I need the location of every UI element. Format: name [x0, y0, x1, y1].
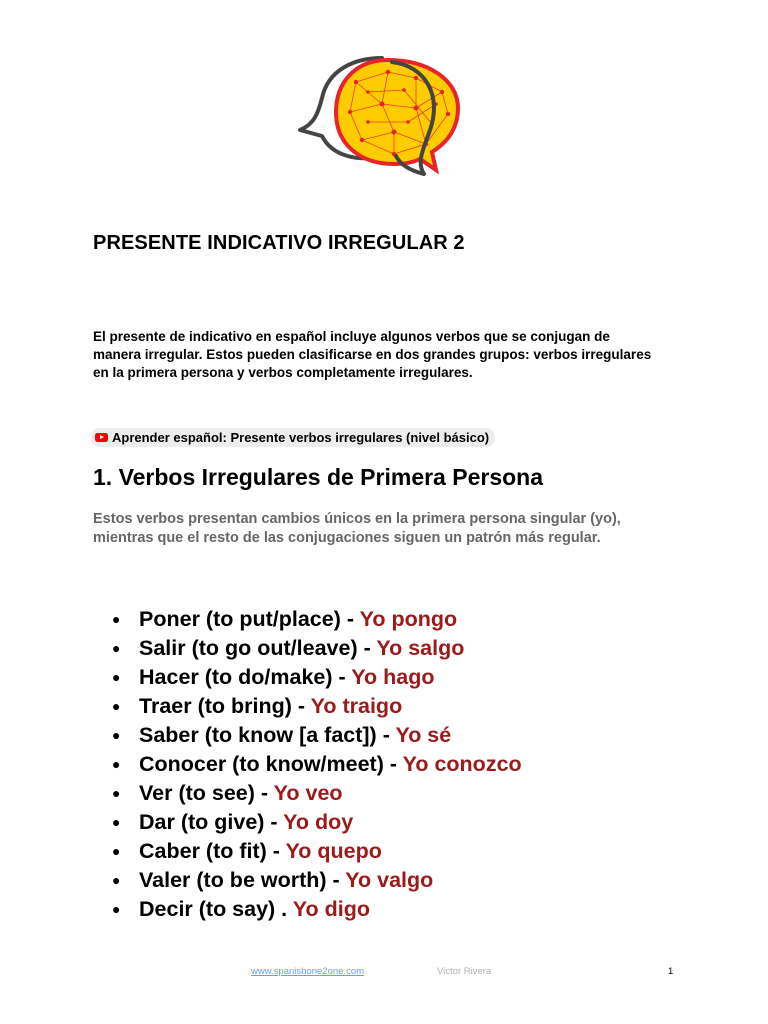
list-item [112, 634, 522, 663]
bullet-icon: ● [112, 669, 121, 685]
verb-label: Valer (to be worth) - [139, 868, 340, 892]
verb-label: Traer (to bring) - [139, 694, 306, 718]
yo-form: Yo traigo [310, 694, 403, 718]
yo-form: Yo salgo [376, 636, 465, 660]
bullet-icon: ● [112, 756, 121, 772]
yo-form: Yo sé [395, 723, 452, 747]
verb-label: Dar (to give) - [139, 810, 278, 834]
bullet-icon: ● [112, 901, 121, 917]
youtube-video-link[interactable] [91, 428, 495, 447]
bullet-icon: ● [112, 843, 121, 859]
bullet-icon: ● [112, 785, 121, 801]
video-link-label: Aprender español: Presente verbos irregulares (nivel básico) [112, 430, 490, 445]
list-item [112, 866, 522, 895]
list-item [112, 808, 522, 837]
list-item [112, 750, 522, 779]
page-number: 1 [668, 966, 674, 977]
list-item [112, 837, 522, 866]
verb-list [112, 605, 522, 924]
logo-icon [296, 52, 466, 180]
yo-form: Yo quepo [285, 839, 382, 863]
bullet-icon: ● [112, 640, 121, 656]
youtube-icon [95, 433, 108, 442]
footer-author: Victor Rivera [437, 966, 492, 977]
verb-label: Hacer (to do/make) - [139, 665, 346, 689]
list-item [112, 895, 522, 924]
bullet-icon: ● [112, 872, 121, 888]
verb-label: Conocer (to know/meet) - [139, 752, 398, 776]
list-item [112, 605, 522, 634]
verb-label: Saber (to know [a fact]) - [139, 723, 390, 747]
section-description: Estos verbos presentan cambios únicos en la primera persona singular (yo), mientras que el resto de las conjugaciones siguen un patrón más regular. [93, 511, 621, 546]
verb-label: Salir (to go out/leave) - [139, 636, 371, 660]
list-item [112, 779, 522, 808]
list-item [112, 692, 522, 721]
bullet-icon: ● [112, 727, 121, 743]
list-item [112, 663, 522, 692]
verb-label: Ver (to see) - [139, 781, 269, 805]
footer-website-link[interactable]: www.spanishone2one.com [251, 966, 365, 977]
yo-form: Yo hago [351, 665, 435, 689]
verb-label: Poner (to put/place) - [139, 607, 354, 631]
page-title: PRESENTE INDICATIVO IRREGULAR 2 [93, 232, 465, 254]
yo-form: Yo veo [273, 781, 343, 805]
verb-label: Decir (to say) . [139, 897, 288, 921]
bullet-icon: ● [112, 814, 121, 830]
yo-form: Yo valgo [345, 868, 434, 892]
yo-form: Yo conozco [402, 752, 522, 776]
yo-form: Yo digo [292, 897, 370, 921]
intro-paragraph: El presente de indicativo en español incluye algunos verbos que se conjugan de manera irregular. Estos pueden clasificarse en dos grandes grupos: verbos irregulares en la primera persona y verbos completamente irregulares. [93, 329, 652, 380]
list-item [112, 721, 522, 750]
section-heading: 1. Verbos Irregulares de Primera Persona [93, 464, 544, 490]
bullet-icon: ● [112, 698, 121, 714]
yo-form: Yo pongo [359, 607, 458, 631]
bullet-icon: ● [112, 611, 121, 627]
verb-label: Caber (to fit) - [139, 839, 280, 863]
yo-form: Yo doy [283, 810, 354, 834]
